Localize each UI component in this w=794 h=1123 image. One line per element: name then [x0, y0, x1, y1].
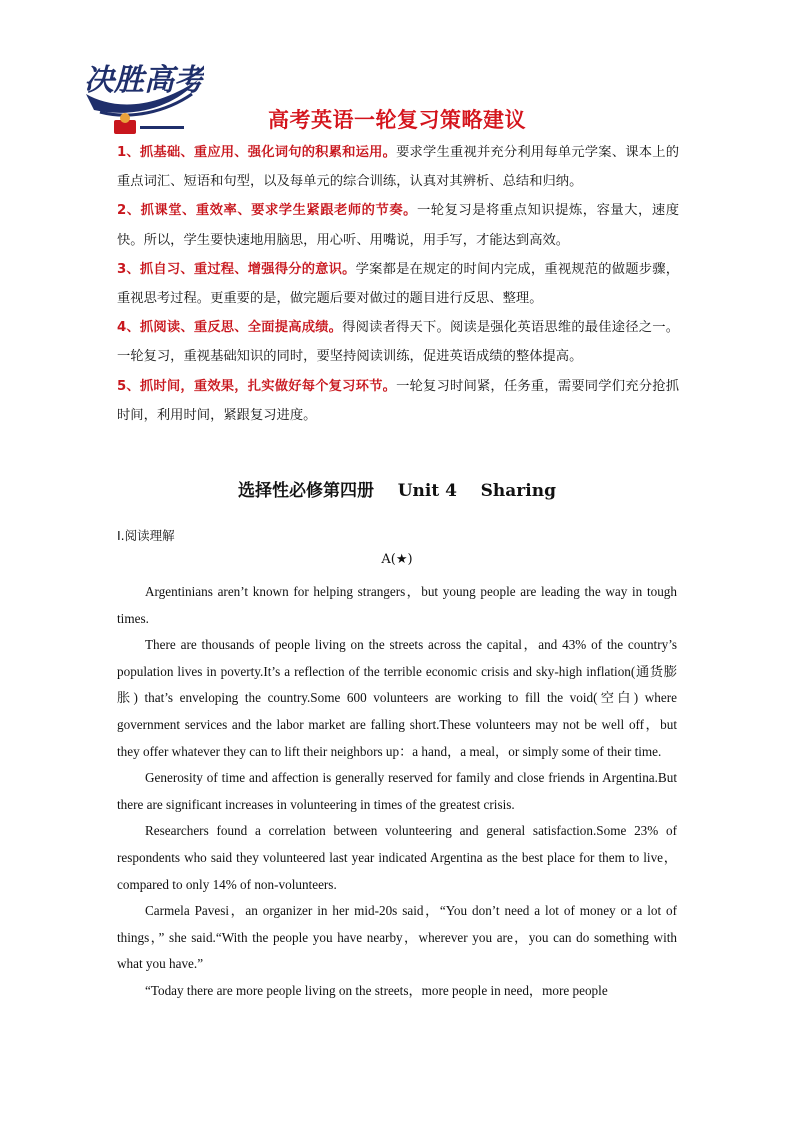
- passage-paragraph: Generosity of time and affection is generally reserved for family and close friends in Argentina.But there are significant increases in volunteering in times of the greatest crisis.: [117, 770, 677, 812]
- passage-paragraph: Researchers found a correlation between volunteering and general satisfaction.Some 23% of respondents who said they volunteered last year indicated Argentina as the best place for them to live，compared to only 14% of non-volunteers.: [117, 823, 677, 892]
- logo-text: 决胜高考: [84, 63, 204, 98]
- tip-item: 5、抓时间，重效果，扎实做好每个复习环节。一轮复习时间紧，任务重，需要同学们充分抢抓时间，利用时间，紧跟复习进度。: [117, 378, 679, 423]
- tip-item: 4、抓阅读、重反思、全面提高成绩。得阅读者得天下。阅读是强化英语思维的最佳途径之一。一轮复习，重视基础知识的同时，要坚持阅读训练，促进英语成绩的整体提高。: [117, 320, 679, 365]
- unit-title: 选择性必修第四册 Unit 4 Sharing: [238, 481, 556, 501]
- tip-item: 3、抓自习、重过程、增强得分的意识。学案都是在规定的时间内完成，重视规范的做题步骤，重视思考过程。更重要的是，做完题后要对做过的题目进行反思、整理。: [117, 261, 679, 307]
- passage-paragraph: There are thousands of people living on the streets across the capital，and 43% of the country’s population lives in poverty.It’s a reflection of the terrible economic crisis and sky-high inflation(通货膨胀) that’s enveloping the country.Some 600 volunteers are working to fill the void(空白) where government services and the labor market are falling short.These volunteers may not be well off，but they offer whatever they can to lift their neighbors up：a hand，a meal，or simply some of their time.: [117, 637, 677, 759]
- passage-label: A(★): [381, 552, 413, 567]
- passage-paragraph: “Today there are more people living on the streets，more people in need，more people: [145, 982, 608, 998]
- page-title: 高考英语一轮复习策略建议: [268, 108, 526, 132]
- passage-paragraph: Carmela Pavesi，an organizer in her mid-20s said，“You don’t need a lot of money or a lot of things，” she said.“With the people you have nearby，wherever you are，you can do something with what you have.”: [117, 903, 677, 972]
- strategy-tips: [117, 138, 679, 430]
- reading-passage: [117, 579, 677, 1005]
- tip-item: 2、抓课堂、重效率、要求学生紧跟老师的节奏。一轮复习是将重点知识提炼，容量大，速度快。所以，学生要快速地用脑思，用心听、用嘴说，用手写，才能达到高效。: [117, 203, 679, 248]
- tip-item: 1、抓基础、重应用、强化词句的积累和运用。要求学生重视并充分利用每单元学案、课本上的重点词汇、短语和句型，以及每单元的综合训练，认真对其辨析、总结和归纳。: [117, 145, 679, 190]
- passage-paragraph: Argentinians aren’t known for helping strangers，but young people are leading the way in tough times.: [117, 584, 677, 626]
- section-label: Ⅰ.阅读理解: [117, 528, 175, 543]
